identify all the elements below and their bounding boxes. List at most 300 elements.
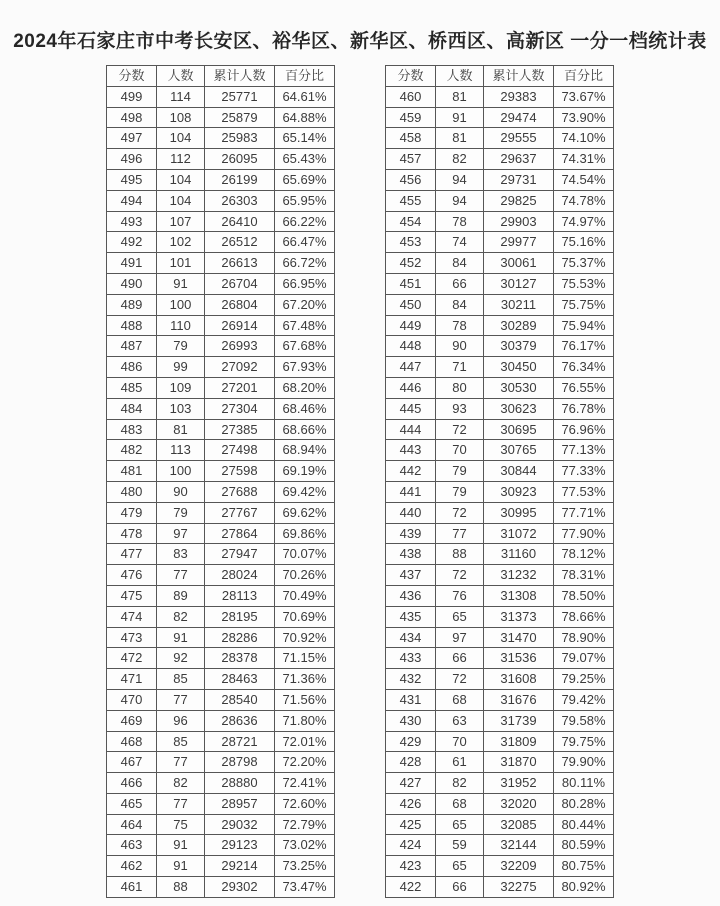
cell-score: 423	[386, 856, 436, 877]
cell-cumulative: 29977	[484, 232, 554, 253]
cell-percent: 80.44%	[554, 814, 614, 835]
cell-cumulative: 29302	[205, 877, 275, 898]
cell-count: 97	[436, 627, 484, 648]
cell-count: 77	[157, 752, 205, 773]
cell-cumulative: 29474	[484, 107, 554, 128]
table-row	[386, 585, 614, 606]
cell-score: 482	[107, 440, 157, 461]
cell-percent: 69.86%	[275, 523, 335, 544]
table-row	[386, 793, 614, 814]
cell-score: 461	[107, 877, 157, 898]
cell-percent: 76.96%	[554, 419, 614, 440]
cell-count: 82	[436, 149, 484, 170]
table-row	[386, 502, 614, 523]
table-row	[386, 689, 614, 710]
tables-container	[0, 65, 720, 898]
cell-percent: 64.61%	[275, 86, 335, 107]
cell-score: 493	[107, 211, 157, 232]
cell-count: 85	[157, 669, 205, 690]
table-row	[386, 752, 614, 773]
cell-count: 91	[436, 107, 484, 128]
cell-score: 439	[386, 523, 436, 544]
cell-count: 100	[157, 461, 205, 482]
cell-cumulative: 29731	[484, 169, 554, 190]
cell-cumulative: 31739	[484, 710, 554, 731]
cell-percent: 71.15%	[275, 648, 335, 669]
table-row	[386, 169, 614, 190]
cell-percent: 80.92%	[554, 877, 614, 898]
cell-cumulative: 26410	[205, 211, 275, 232]
table-row	[107, 149, 335, 170]
cell-percent: 71.56%	[275, 689, 335, 710]
cell-count: 92	[157, 648, 205, 669]
cell-cumulative: 27688	[205, 481, 275, 502]
cell-score: 463	[107, 835, 157, 856]
cell-score: 449	[386, 315, 436, 336]
table-row	[386, 773, 614, 794]
cell-count: 81	[436, 128, 484, 149]
table-row	[386, 211, 614, 232]
cell-cumulative: 26199	[205, 169, 275, 190]
cell-score: 458	[386, 128, 436, 149]
table-row	[107, 440, 335, 461]
cell-score: 428	[386, 752, 436, 773]
cell-score: 431	[386, 689, 436, 710]
cell-cumulative: 31072	[484, 523, 554, 544]
cell-cumulative: 30061	[484, 253, 554, 274]
cell-count: 103	[157, 398, 205, 419]
cell-percent: 78.50%	[554, 585, 614, 606]
cell-percent: 79.25%	[554, 669, 614, 690]
table-row	[386, 731, 614, 752]
cell-count: 113	[157, 440, 205, 461]
cell-cumulative: 31470	[484, 627, 554, 648]
cell-percent: 75.94%	[554, 315, 614, 336]
cell-cumulative: 26512	[205, 232, 275, 253]
table-row	[107, 211, 335, 232]
cell-score: 472	[107, 648, 157, 669]
table-row	[107, 793, 335, 814]
cell-cumulative: 31809	[484, 731, 554, 752]
cell-percent: 72.20%	[275, 752, 335, 773]
cell-percent: 65.69%	[275, 169, 335, 190]
cell-count: 78	[436, 315, 484, 336]
table-row	[107, 461, 335, 482]
cell-cumulative: 26914	[205, 315, 275, 336]
cell-cumulative: 29383	[484, 86, 554, 107]
cell-count: 91	[157, 856, 205, 877]
cell-percent: 73.02%	[275, 835, 335, 856]
cell-count: 66	[436, 877, 484, 898]
cell-percent: 64.88%	[275, 107, 335, 128]
cell-percent: 70.07%	[275, 544, 335, 565]
cell-cumulative: 30379	[484, 336, 554, 357]
table-row	[386, 461, 614, 482]
cell-percent: 74.31%	[554, 149, 614, 170]
cell-percent: 74.10%	[554, 128, 614, 149]
table-row	[386, 294, 614, 315]
cell-percent: 65.14%	[275, 128, 335, 149]
cell-score: 475	[107, 585, 157, 606]
cell-score: 452	[386, 253, 436, 274]
cell-score: 499	[107, 86, 157, 107]
cell-count: 90	[436, 336, 484, 357]
cell-score: 470	[107, 689, 157, 710]
cell-count: 68	[436, 793, 484, 814]
cell-score: 453	[386, 232, 436, 253]
header-row	[386, 66, 614, 87]
cell-count: 94	[436, 190, 484, 211]
cell-count: 91	[157, 627, 205, 648]
cell-score: 478	[107, 523, 157, 544]
cell-percent: 70.92%	[275, 627, 335, 648]
cell-count: 91	[157, 835, 205, 856]
cell-count: 68	[436, 689, 484, 710]
cell-cumulative: 26993	[205, 336, 275, 357]
cell-percent: 74.97%	[554, 211, 614, 232]
table-row	[386, 149, 614, 170]
cell-percent: 66.72%	[275, 253, 335, 274]
table-row	[386, 814, 614, 835]
cell-percent: 77.13%	[554, 440, 614, 461]
cell-count: 82	[157, 773, 205, 794]
cell-cumulative: 28798	[205, 752, 275, 773]
cell-percent: 69.19%	[275, 461, 335, 482]
cell-score: 454	[386, 211, 436, 232]
cell-count: 83	[157, 544, 205, 565]
cell-percent: 78.66%	[554, 606, 614, 627]
cell-cumulative: 28880	[205, 773, 275, 794]
cell-score: 437	[386, 565, 436, 586]
cell-cumulative: 25771	[205, 86, 275, 107]
cell-percent: 77.71%	[554, 502, 614, 523]
table-row	[386, 86, 614, 107]
cell-cumulative: 27767	[205, 502, 275, 523]
cell-cumulative: 30530	[484, 377, 554, 398]
cell-cumulative: 32209	[484, 856, 554, 877]
cell-cumulative: 27092	[205, 357, 275, 378]
cell-score: 459	[386, 107, 436, 128]
table-row	[386, 627, 614, 648]
cell-cumulative: 29825	[484, 190, 554, 211]
table-row	[107, 689, 335, 710]
table-row	[386, 710, 614, 731]
cell-score: 443	[386, 440, 436, 461]
cell-score: 434	[386, 627, 436, 648]
cell-cumulative: 28378	[205, 648, 275, 669]
cell-count: 88	[436, 544, 484, 565]
cell-percent: 66.95%	[275, 273, 335, 294]
cell-count: 99	[157, 357, 205, 378]
cell-count: 70	[436, 731, 484, 752]
cell-percent: 67.68%	[275, 336, 335, 357]
cell-percent: 75.16%	[554, 232, 614, 253]
cell-cumulative: 29555	[484, 128, 554, 149]
cell-count: 75	[157, 814, 205, 835]
cell-score: 488	[107, 315, 157, 336]
cell-count: 70	[436, 440, 484, 461]
cell-cumulative: 31870	[484, 752, 554, 773]
cell-score: 455	[386, 190, 436, 211]
cell-percent: 68.66%	[275, 419, 335, 440]
cell-cumulative: 28113	[205, 585, 275, 606]
header-row	[107, 66, 335, 87]
table-row	[107, 752, 335, 773]
column-header: 人数	[157, 66, 205, 87]
cell-count: 63	[436, 710, 484, 731]
table-row	[107, 128, 335, 149]
table-row	[107, 419, 335, 440]
table-row	[386, 377, 614, 398]
cell-percent: 65.43%	[275, 149, 335, 170]
cell-percent: 75.75%	[554, 294, 614, 315]
cell-cumulative: 32144	[484, 835, 554, 856]
cell-cumulative: 31160	[484, 544, 554, 565]
cell-score: 447	[386, 357, 436, 378]
cell-count: 82	[436, 773, 484, 794]
cell-count: 94	[436, 169, 484, 190]
cell-count: 65	[436, 856, 484, 877]
table-row	[107, 315, 335, 336]
cell-score: 432	[386, 669, 436, 690]
cell-score: 425	[386, 814, 436, 835]
cell-score: 451	[386, 273, 436, 294]
cell-percent: 71.80%	[275, 710, 335, 731]
cell-count: 101	[157, 253, 205, 274]
cell-score: 466	[107, 773, 157, 794]
cell-count: 77	[157, 565, 205, 586]
table-row	[386, 856, 614, 877]
cell-count: 61	[436, 752, 484, 773]
cell-cumulative: 30695	[484, 419, 554, 440]
cell-cumulative: 29903	[484, 211, 554, 232]
cell-count: 74	[436, 232, 484, 253]
cell-cumulative: 28286	[205, 627, 275, 648]
cell-percent: 80.28%	[554, 793, 614, 814]
cell-percent: 76.55%	[554, 377, 614, 398]
table-row	[107, 86, 335, 107]
column-header: 分数	[386, 66, 436, 87]
cell-score: 424	[386, 835, 436, 856]
table-row	[386, 336, 614, 357]
cell-count: 72	[436, 669, 484, 690]
cell-count: 81	[436, 86, 484, 107]
cell-percent: 75.53%	[554, 273, 614, 294]
table-row	[107, 357, 335, 378]
cell-percent: 78.31%	[554, 565, 614, 586]
cell-count: 108	[157, 107, 205, 128]
cell-cumulative: 31232	[484, 565, 554, 586]
cell-cumulative: 31952	[484, 773, 554, 794]
column-header: 分数	[107, 66, 157, 87]
cell-count: 76	[436, 585, 484, 606]
cell-percent: 67.93%	[275, 357, 335, 378]
cell-count: 93	[436, 398, 484, 419]
cell-count: 82	[157, 606, 205, 627]
cell-percent: 78.12%	[554, 544, 614, 565]
table-row	[107, 773, 335, 794]
table-row	[107, 877, 335, 898]
cell-cumulative: 26095	[205, 149, 275, 170]
table-row	[107, 169, 335, 190]
cell-count: 88	[157, 877, 205, 898]
cell-score: 427	[386, 773, 436, 794]
cell-count: 91	[157, 273, 205, 294]
cell-count: 81	[157, 419, 205, 440]
cell-count: 79	[436, 481, 484, 502]
column-header: 累计人数	[205, 66, 275, 87]
table-row	[107, 273, 335, 294]
table-row	[386, 877, 614, 898]
cell-score: 495	[107, 169, 157, 190]
cell-count: 90	[157, 481, 205, 502]
cell-count: 109	[157, 377, 205, 398]
cell-count: 100	[157, 294, 205, 315]
table-row	[107, 814, 335, 835]
cell-score: 426	[386, 793, 436, 814]
cell-score: 430	[386, 710, 436, 731]
cell-count: 72	[436, 565, 484, 586]
cell-percent: 79.07%	[554, 648, 614, 669]
table-row	[107, 336, 335, 357]
table-row	[107, 502, 335, 523]
cell-count: 80	[436, 377, 484, 398]
cell-count: 77	[157, 793, 205, 814]
cell-score: 422	[386, 877, 436, 898]
column-header: 百分比	[275, 66, 335, 87]
cell-score: 433	[386, 648, 436, 669]
cell-cumulative: 30844	[484, 461, 554, 482]
table-row	[107, 544, 335, 565]
cell-percent: 66.47%	[275, 232, 335, 253]
cell-count: 79	[436, 461, 484, 482]
cell-percent: 77.53%	[554, 481, 614, 502]
table-row	[386, 544, 614, 565]
cell-count: 104	[157, 190, 205, 211]
table-row	[107, 377, 335, 398]
cell-percent: 70.26%	[275, 565, 335, 586]
cell-count: 77	[157, 689, 205, 710]
table-row	[107, 648, 335, 669]
cell-cumulative: 27598	[205, 461, 275, 482]
cell-percent: 72.01%	[275, 731, 335, 752]
cell-percent: 79.90%	[554, 752, 614, 773]
cell-count: 71	[436, 357, 484, 378]
table-row	[386, 835, 614, 856]
table-row	[107, 523, 335, 544]
cell-percent: 74.78%	[554, 190, 614, 211]
table-row	[107, 253, 335, 274]
cell-cumulative: 30289	[484, 315, 554, 336]
cell-count: 110	[157, 315, 205, 336]
cell-cumulative: 30623	[484, 398, 554, 419]
cell-count: 96	[157, 710, 205, 731]
table-row	[107, 669, 335, 690]
table-row	[386, 253, 614, 274]
cell-percent: 80.11%	[554, 773, 614, 794]
cell-score: 492	[107, 232, 157, 253]
cell-percent: 67.20%	[275, 294, 335, 315]
cell-score: 465	[107, 793, 157, 814]
cell-count: 114	[157, 86, 205, 107]
cell-cumulative: 31308	[484, 585, 554, 606]
cell-count: 66	[436, 648, 484, 669]
cell-score: 471	[107, 669, 157, 690]
cell-percent: 69.62%	[275, 502, 335, 523]
cell-score: 483	[107, 419, 157, 440]
table-row	[386, 357, 614, 378]
cell-percent: 70.49%	[275, 585, 335, 606]
table-row	[107, 232, 335, 253]
cell-score: 481	[107, 461, 157, 482]
cell-score: 460	[386, 86, 436, 107]
cell-score: 448	[386, 336, 436, 357]
cell-score: 498	[107, 107, 157, 128]
cell-cumulative: 32275	[484, 877, 554, 898]
cell-score: 444	[386, 419, 436, 440]
cell-count: 89	[157, 585, 205, 606]
cell-score: 489	[107, 294, 157, 315]
cell-count: 79	[157, 502, 205, 523]
cell-count: 104	[157, 128, 205, 149]
cell-cumulative: 30923	[484, 481, 554, 502]
cell-cumulative: 32020	[484, 793, 554, 814]
cell-percent: 77.33%	[554, 461, 614, 482]
cell-count: 84	[436, 294, 484, 315]
cell-cumulative: 27304	[205, 398, 275, 419]
cell-cumulative: 26303	[205, 190, 275, 211]
cell-percent: 77.90%	[554, 523, 614, 544]
column-header: 百分比	[554, 66, 614, 87]
table-row	[386, 648, 614, 669]
table-row	[386, 606, 614, 627]
cell-cumulative: 30211	[484, 294, 554, 315]
cell-count: 112	[157, 149, 205, 170]
cell-percent: 78.90%	[554, 627, 614, 648]
cell-cumulative: 31373	[484, 606, 554, 627]
cell-count: 107	[157, 211, 205, 232]
table-row	[386, 419, 614, 440]
table-row	[107, 107, 335, 128]
cell-cumulative: 31676	[484, 689, 554, 710]
cell-score: 450	[386, 294, 436, 315]
cell-cumulative: 27385	[205, 419, 275, 440]
cell-cumulative: 26613	[205, 253, 275, 274]
cell-score: 457	[386, 149, 436, 170]
score-table-right	[385, 65, 614, 898]
cell-count: 65	[436, 814, 484, 835]
cell-cumulative: 31608	[484, 669, 554, 690]
table-row	[386, 273, 614, 294]
cell-score: 446	[386, 377, 436, 398]
cell-percent: 73.25%	[275, 856, 335, 877]
cell-cumulative: 29032	[205, 814, 275, 835]
table-row	[386, 481, 614, 502]
cell-count: 72	[436, 502, 484, 523]
cell-percent: 76.34%	[554, 357, 614, 378]
cell-count: 79	[157, 336, 205, 357]
table-row	[386, 565, 614, 586]
cell-cumulative: 30765	[484, 440, 554, 461]
cell-percent: 73.90%	[554, 107, 614, 128]
cell-cumulative: 28721	[205, 731, 275, 752]
cell-score: 473	[107, 627, 157, 648]
cell-score: 496	[107, 149, 157, 170]
cell-percent: 66.22%	[275, 211, 335, 232]
cell-cumulative: 25879	[205, 107, 275, 128]
cell-count: 102	[157, 232, 205, 253]
column-header: 累计人数	[484, 66, 554, 87]
